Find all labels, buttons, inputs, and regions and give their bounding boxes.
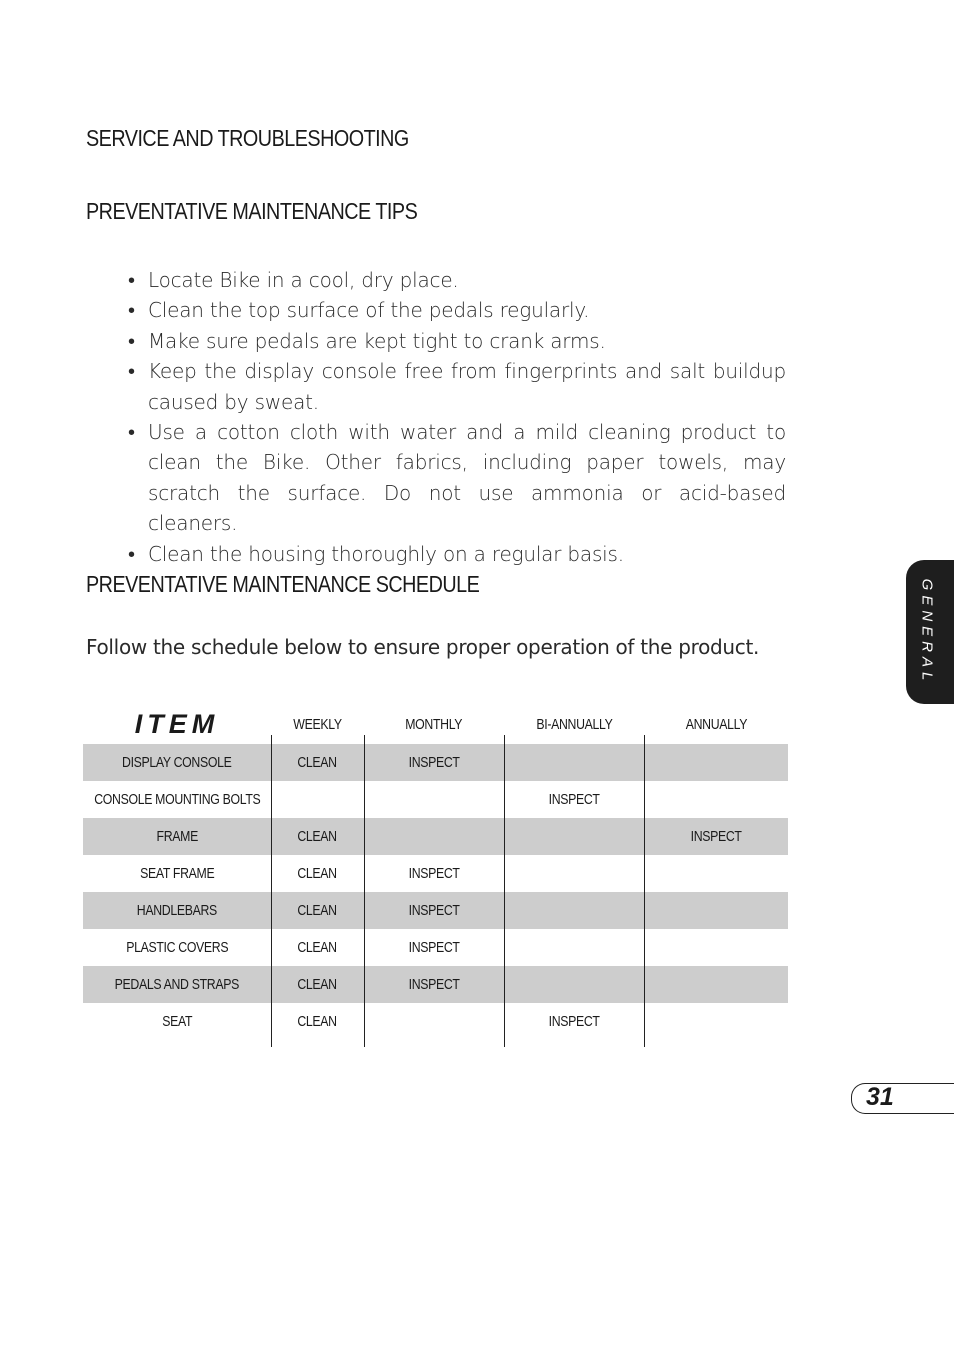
table-cell: CLEAN <box>297 939 338 956</box>
table-cell <box>504 966 644 1003</box>
table-cell: PEDALS AND STRAPS <box>114 976 240 993</box>
table-row <box>83 892 788 929</box>
table-cell <box>644 892 788 929</box>
table-cell: CLEAN <box>297 1013 338 1030</box>
table-cell: FRAME <box>156 828 198 845</box>
table-cell: INSPECT <box>408 754 460 771</box>
table-cell: INSPECT <box>548 1013 600 1030</box>
page-number: 31 <box>866 1083 894 1111</box>
table-cell <box>504 892 644 929</box>
table-cell: CONSOLE MOUNTING BOLTS <box>93 791 261 808</box>
table-cell: INSPECT <box>408 865 460 882</box>
table-cell: CLEAN <box>297 828 338 845</box>
table-cell: CLEAN <box>297 754 338 771</box>
table-cell <box>644 966 788 1003</box>
table-row <box>83 1003 788 1040</box>
section-title-service: SERVICE AND TROUBLESHOOTING <box>86 125 409 151</box>
table-cell: SEAT <box>162 1013 192 1030</box>
tip-item: • Make sure pedals are kept tight to crank arms. <box>128 326 786 356</box>
table-row <box>83 744 788 781</box>
table-row <box>83 966 788 1003</box>
table-cell: INSPECT <box>408 976 460 993</box>
tip-item: • Locate Bike in a cool, dry place. <box>128 265 786 295</box>
bullet-icon: • <box>128 298 135 323</box>
table-cell: SEAT FRAME <box>139 865 215 882</box>
table-divider <box>364 735 365 1047</box>
table-cell: PLASTIC COVERS <box>125 939 229 956</box>
table-cell <box>504 929 644 966</box>
table-row <box>83 929 788 966</box>
tip-item: • Clean the top surface of the pedals regularly. <box>128 295 786 325</box>
table-cell: CLEAN <box>297 976 338 993</box>
table-cell: INSPECT <box>408 902 460 919</box>
table-cell <box>364 818 504 855</box>
side-tab-label: GENERAL <box>918 578 936 686</box>
header-monthly: MONTHLY <box>405 715 463 733</box>
tip-item: • Use a cotton cloth with water and a mild cleaning product to clean the Bike. Other fabrics, including paper towels, may scratch the surface. Do not use ammonia or acid-based cleaners. <box>128 417 786 539</box>
table-cell <box>644 1003 788 1040</box>
table-divider <box>271 735 272 1047</box>
table-cell: DISPLAY CONSOLE <box>122 754 232 771</box>
table-header-row <box>83 704 788 744</box>
maintenance-schedule-table <box>83 704 788 1040</box>
bullet-icon: • <box>128 268 135 292</box>
table-row <box>83 818 788 855</box>
table-cell <box>364 1003 504 1040</box>
bullet-icon: • <box>128 541 135 566</box>
schedule-intro: Follow the schedule below to ensure proper operation of the product. <box>86 635 760 659</box>
table-row <box>83 781 788 818</box>
table-cell <box>644 929 788 966</box>
tips-list <box>128 265 786 569</box>
table-cell: CLEAN <box>297 865 338 882</box>
tip-item: • Keep the display console free from fingerprints and salt buildup caused by sweat. <box>128 356 786 417</box>
bullet-icon: • <box>128 420 135 445</box>
header-weekly: WEEKLY <box>293 715 342 733</box>
section-title-schedule: PREVENTATIVE MAINTENANCE SCHEDULE <box>86 571 480 597</box>
table-cell: HANDLEBARS <box>136 902 218 919</box>
table-cell <box>644 781 788 818</box>
header-item: ITEM <box>134 708 220 739</box>
table-cell <box>644 855 788 892</box>
table-divider <box>644 735 645 1047</box>
table-cell <box>504 818 644 855</box>
table-divider <box>504 735 505 1047</box>
table-cell <box>504 744 644 781</box>
table-cell: CLEAN <box>297 902 338 919</box>
bullet-icon: • <box>128 328 135 353</box>
table-cell: INSPECT <box>690 828 742 845</box>
table-cell: INSPECT <box>548 791 600 808</box>
header-annually: ANNUALLY <box>685 715 747 733</box>
table-cell <box>644 744 788 781</box>
header-bi-annually: BI-ANNUALLY <box>535 715 613 733</box>
bullet-icon: • <box>128 359 135 384</box>
table-cell <box>271 781 364 818</box>
tip-item: • Clean the housing thoroughly on a regular basis. <box>128 539 786 569</box>
table-cell <box>504 855 644 892</box>
table-row <box>83 855 788 892</box>
table-cell <box>364 781 504 818</box>
table-cell: INSPECT <box>408 939 460 956</box>
section-title-tips: PREVENTATIVE MAINTENANCE TIPS <box>86 198 418 224</box>
